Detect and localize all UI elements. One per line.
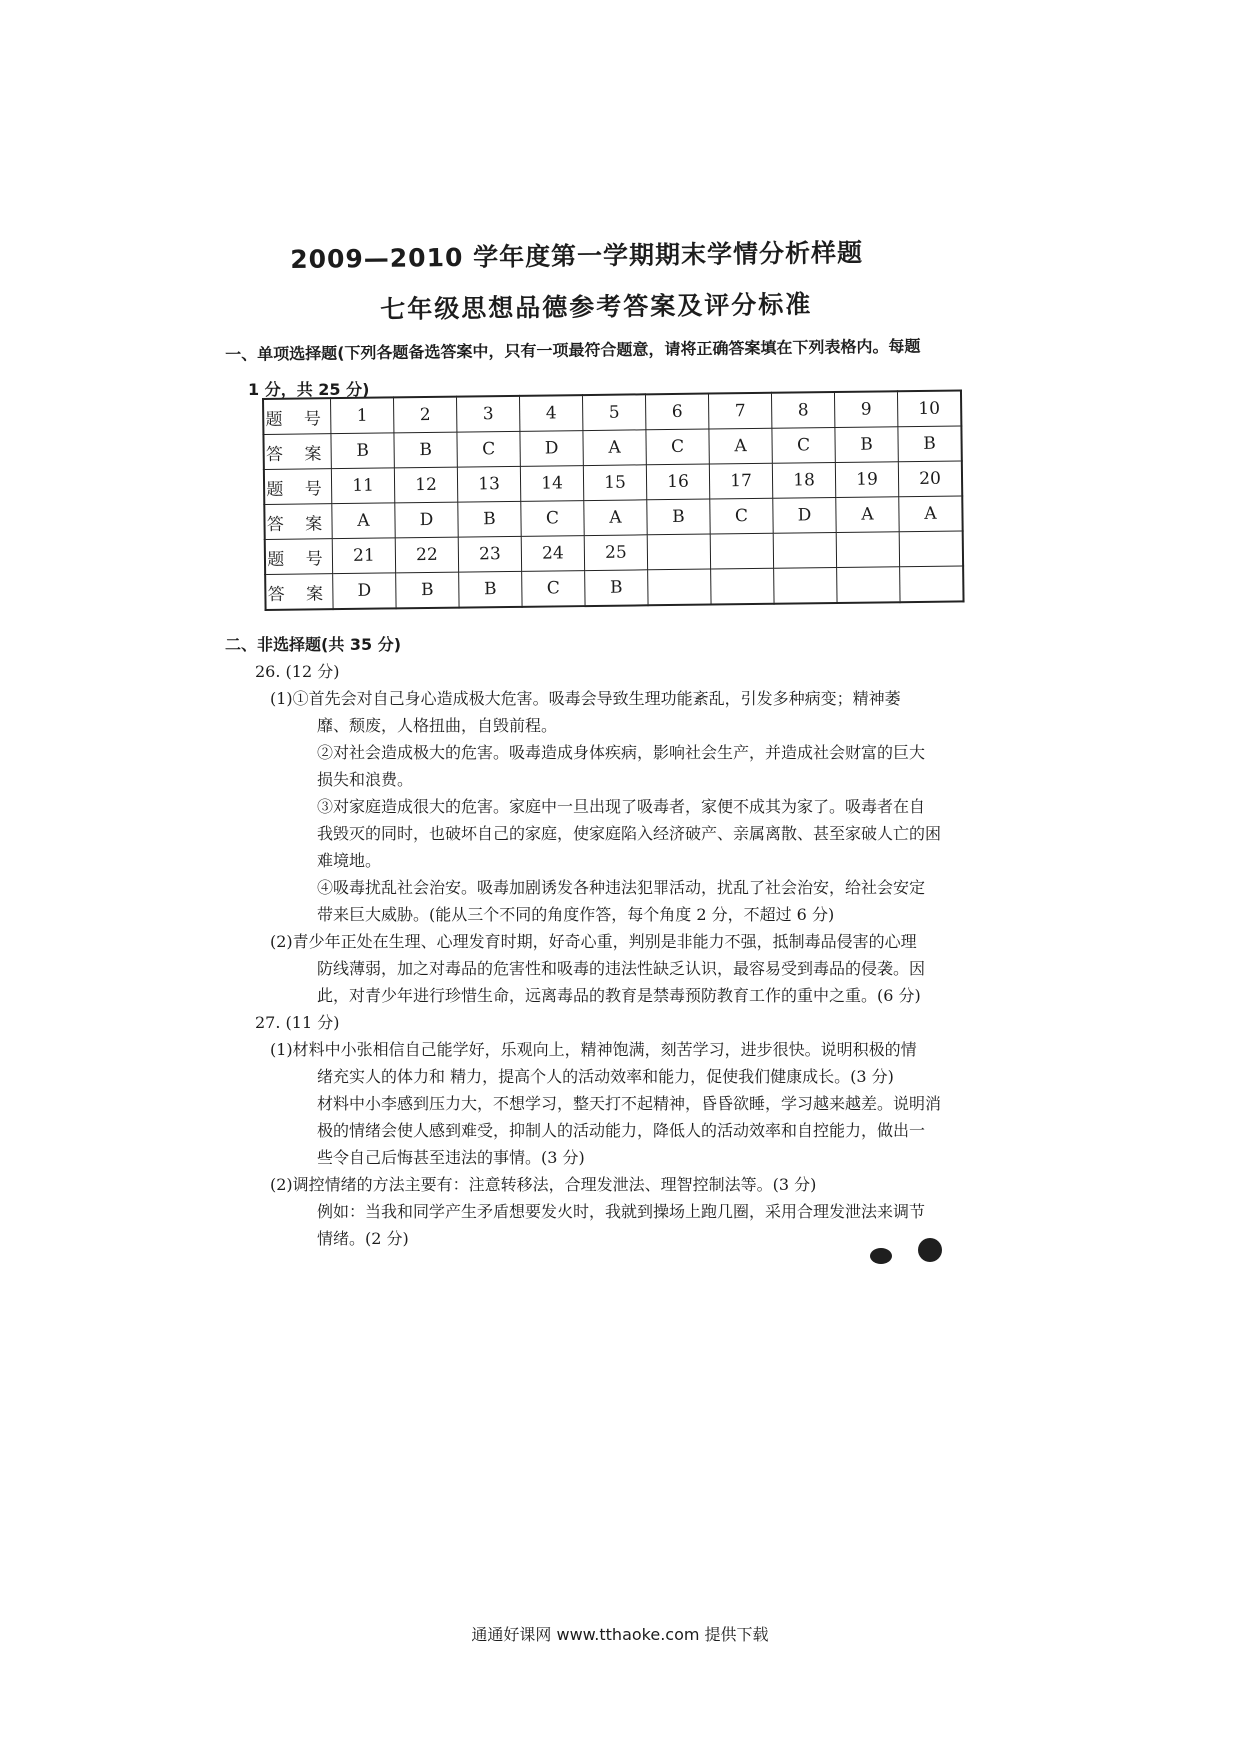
answer-cell: C: [521, 501, 584, 537]
question-number-cell: 2: [394, 397, 457, 433]
answer-cell: B: [396, 572, 459, 608]
answer-cell: B: [394, 432, 457, 468]
question-number-cell: 24: [521, 536, 584, 572]
q27-part4-line2: 情绪。(2 分): [317, 1229, 409, 1248]
answer-cell: C: [710, 498, 773, 534]
row-label-answer: 答 案: [264, 504, 332, 540]
q26-part2-line2: 损失和浪费。: [317, 770, 414, 789]
answer-cell: A: [899, 496, 963, 532]
answer-cell: B: [647, 499, 710, 535]
question-number-cell: [710, 533, 773, 569]
answer-cell: B: [459, 571, 522, 607]
footer-credit: 通通好课网 www.tthaoke.com 提供下载: [471, 1625, 769, 1644]
answer-cell: B: [458, 501, 521, 537]
answer-cell: A: [332, 503, 395, 539]
row-label-answer: 答 案: [263, 434, 331, 470]
question-number-cell: 7: [708, 393, 771, 429]
row-label-question-number: 题 号: [263, 398, 331, 434]
q27-part1-line1: (1)材料中小张相信自己能学好，乐观向上，精神饱满，刻苦学习，进步很快。说明积极的情: [270, 1040, 917, 1059]
answer-cell: D: [520, 431, 583, 467]
page-title: 2009—2010 学年度第一学期期末学情分析样题: [290, 238, 864, 274]
answer-cell: A: [583, 430, 646, 466]
question-number-cell: 1: [331, 397, 394, 433]
answer-cell: D: [395, 502, 458, 538]
table-row-answers: [265, 566, 963, 610]
question-number-cell: 21: [332, 538, 395, 574]
section1-heading: 一、单项选择题(下列各题备选答案中，只有一项最符合题意，请将正确答案填在下列表格内。每题: [225, 336, 921, 364]
answer-cell: C: [457, 431, 520, 467]
question-number-cell: 18: [772, 463, 835, 499]
q26-part4-line2: 带来巨大威胁。(能从三个不同的角度作答，每个角度 2 分，不超过 6 分): [317, 905, 835, 924]
answer-cell: D: [333, 573, 396, 609]
answer-cell: [900, 566, 964, 602]
q27-part4-line1: 例如：当我和同学产生矛盾想要发火时，我就到操场上跑几圈，采用合理发泄法来调节: [317, 1202, 926, 1221]
q27-label: 27. (11 分): [255, 1013, 340, 1032]
row-label-question-number: 题 号: [264, 469, 332, 505]
question-number-cell: 11: [331, 468, 394, 504]
answer-cell: A: [709, 428, 772, 464]
question-number-cell: [773, 532, 836, 568]
question-number-cell: [899, 531, 963, 567]
question-number-cell: 5: [582, 394, 645, 430]
q26-part1-line2: 靡、颓废，人格扭曲，自毁前程。: [317, 716, 558, 735]
answer-table: [262, 389, 965, 611]
question-number-cell: 3: [456, 396, 519, 432]
q26-part4-line1: ④吸毒扰乱社会治安。吸毒加剧诱发各种违法犯罪活动，扰乱了社会治安，给社会安定: [317, 878, 926, 897]
row-label-answer: 答 案: [265, 574, 333, 610]
question-number-cell: 19: [835, 462, 898, 498]
q27-part1-line2: 绪充实人的体力和 精力，提高个人的活动效率和能力，促使我们健康成长。(3 分): [317, 1067, 894, 1086]
question-number-cell: 12: [394, 467, 457, 503]
question-number-cell: [647, 534, 710, 570]
q26-part5-line3: 此，对青少年进行珍惜生命，远离毒品的教育是禁毒预防教育工作的重中之重。(6 分): [317, 986, 921, 1005]
question-number-cell: 23: [458, 536, 521, 572]
question-number-cell: 20: [898, 461, 962, 497]
question-number-cell: 14: [520, 466, 583, 502]
answer-cell: A: [584, 500, 647, 536]
question-number-cell: 16: [646, 464, 709, 500]
section2-heading: 二、非选择题(共 35 分): [225, 635, 402, 654]
answer-cell: B: [835, 427, 898, 463]
q26-part3-line2: 我毁灭的同时，也破坏自己的家庭，使家庭陷入经济破产、亲属离散、甚至家破人亡的困: [317, 824, 942, 843]
q27-part2-line1: 材料中小李感到压力大，不想学习，整天打不起精神，昏昏欲睡，学习越来越差。说明消: [317, 1094, 942, 1113]
answer-cell: C: [772, 428, 835, 464]
q26-part3-line1: ③对家庭造成很大的危害。家庭中一旦出现了吸毒者，家便不成其为家了。吸毒者在自: [317, 797, 926, 816]
answer-cell: B: [898, 426, 962, 462]
answer-cell: B: [585, 570, 648, 606]
answer-cell: C: [646, 429, 709, 465]
question-number-cell: [836, 532, 899, 568]
page-subtitle: 七年级思想品德参考答案及评分标准: [380, 289, 813, 324]
row-label-question-number: 题 号: [265, 539, 333, 575]
answer-cell: B: [331, 433, 394, 469]
ink-smudge: [870, 1248, 892, 1264]
q26-part2-line1: ②对社会造成极大的危害。吸毒造成身体疾病，影响社会生产，并造成社会财富的巨大: [317, 743, 926, 762]
answer-cell: [648, 569, 711, 605]
question-number-cell: 10: [897, 390, 961, 426]
q27-part2-line3: 些令自己后悔甚至违法的事情。(3 分): [317, 1148, 585, 1167]
answer-cell: D: [773, 497, 836, 533]
q26-part3-line3: 难境地。: [317, 851, 382, 870]
ink-smudge: [918, 1238, 942, 1262]
answer-cell: [837, 567, 900, 603]
section2-body: [225, 658, 1005, 1252]
q26-label: 26. (12 分): [255, 662, 340, 681]
answer-cell: C: [522, 571, 585, 607]
question-number-cell: 25: [584, 535, 647, 571]
q27-part3-line1: (2)调控情绪的方法主要有：注意转移法，合理发泄法、理智控制法等。(3 分): [270, 1175, 817, 1194]
question-number-cell: 15: [583, 465, 646, 501]
question-number-cell: 8: [771, 392, 834, 428]
question-number-cell: 22: [395, 537, 458, 573]
question-number-cell: 13: [457, 466, 520, 502]
answer-cell: [711, 568, 774, 604]
section1-heading-cont: 1 分，共 25 分): [248, 380, 370, 399]
q26-part5-line1: (2)青少年正处在生理、心理发育时期，好奇心重，判别是非能力不强，抵制毒品侵害的心理: [270, 932, 917, 951]
question-number-cell: 6: [645, 394, 708, 430]
q26-part5-line2: 防线薄弱，加之对毒品的危害性和吸毒的违法性缺乏认识，最容易受到毒品的侵袭。因: [317, 959, 926, 978]
answer-cell: [774, 567, 837, 603]
q27-part2-line2: 极的情绪会使人感到难受，抑制人的活动能力，降低人的活动效率和自控能力，做出一: [317, 1121, 926, 1140]
question-number-cell: 17: [709, 463, 772, 499]
answer-cell: A: [836, 497, 899, 533]
question-number-cell: 4: [519, 395, 582, 431]
question-number-cell: 9: [834, 391, 897, 427]
q26-part1-line1: (1)①首先会对自己身心造成极大危害。吸毒会导致生理功能紊乱，引发多种病变；精神萎: [270, 689, 901, 708]
